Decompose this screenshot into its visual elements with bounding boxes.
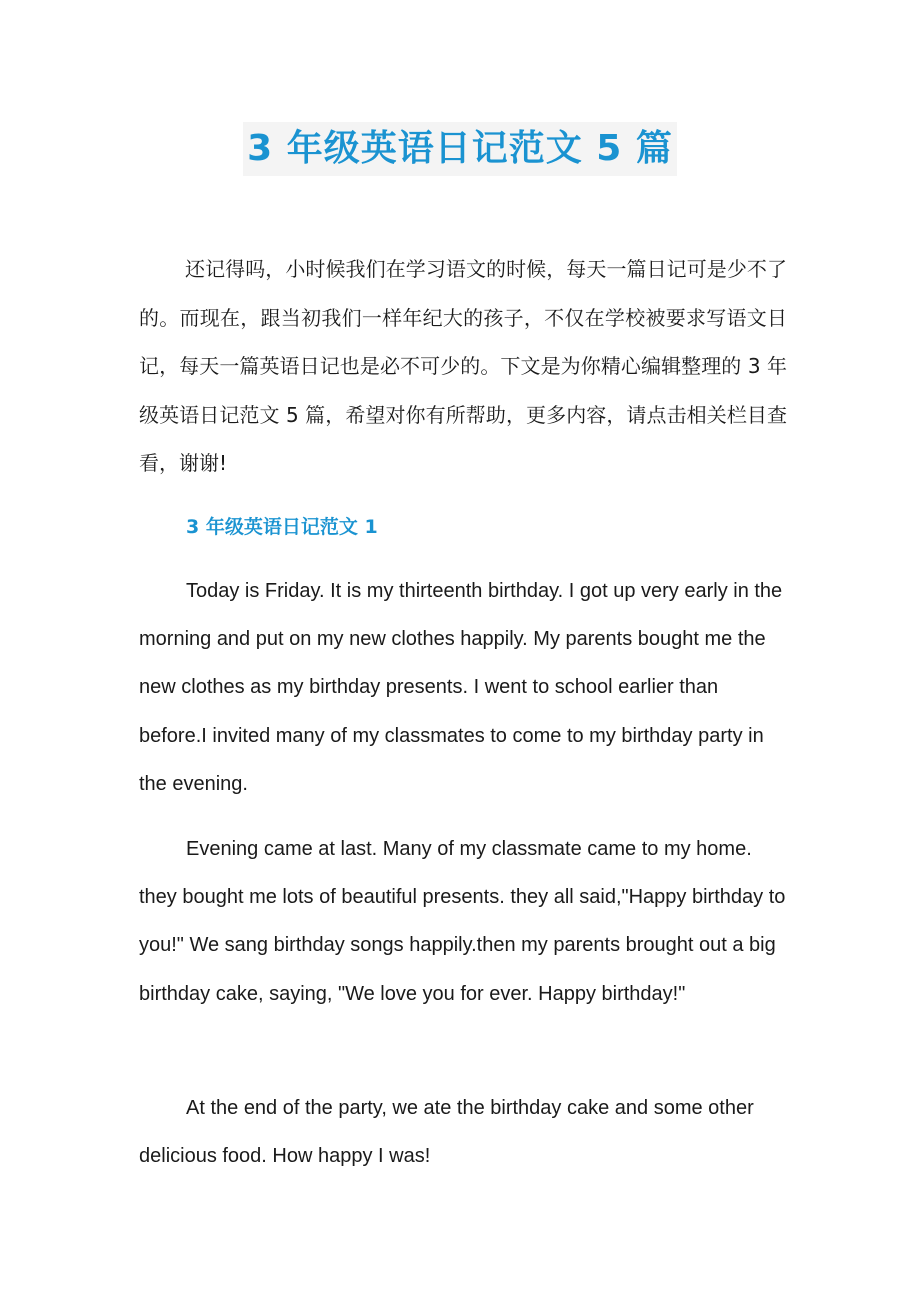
document-title: 3 年级英语日记范文 5 篇	[243, 122, 677, 176]
diary-paragraph: At the end of the party, we ate the birthday cake and some other delicious food. How happy I was!	[139, 1097, 754, 1168]
diary-paragraph: Today is Friday. It is my thirteenth birthday. I got up very early in the morning and put on my new clothes happily. My parents bought me the new clothes as my birthday presents. I went to school earlier than before.I invited many of my classmates to come to my birthday party in the evening.	[139, 580, 783, 795]
intro-paragraph: 还记得吗，小时候我们在学习语文的时候，每天一篇日记可是少不了的。而现在，跟当初我们一样年纪大的孩子，不仅在学校被要求写语文日记，每天一篇英语日记也是必不可少的。下文是为你精心编辑整理的 3 年级英语日记范文 5 篇，希望对你有所帮助，更多内容，请点击相关栏目查看，谢谢!	[139, 257, 787, 475]
title-container	[0, 122, 920, 176]
section-heading: 3 年级英语日记范文 1	[186, 516, 378, 538]
diary-paragraph: Evening came at last. Many of my classmate came to my home. they bought me lots of beautiful presents. they all said,"Happy birthday to you!" We sang birthday songs happily.then my parents brought out a big birthday cake, saying, "We love you for ever. Happy birthday!"	[139, 838, 786, 1005]
